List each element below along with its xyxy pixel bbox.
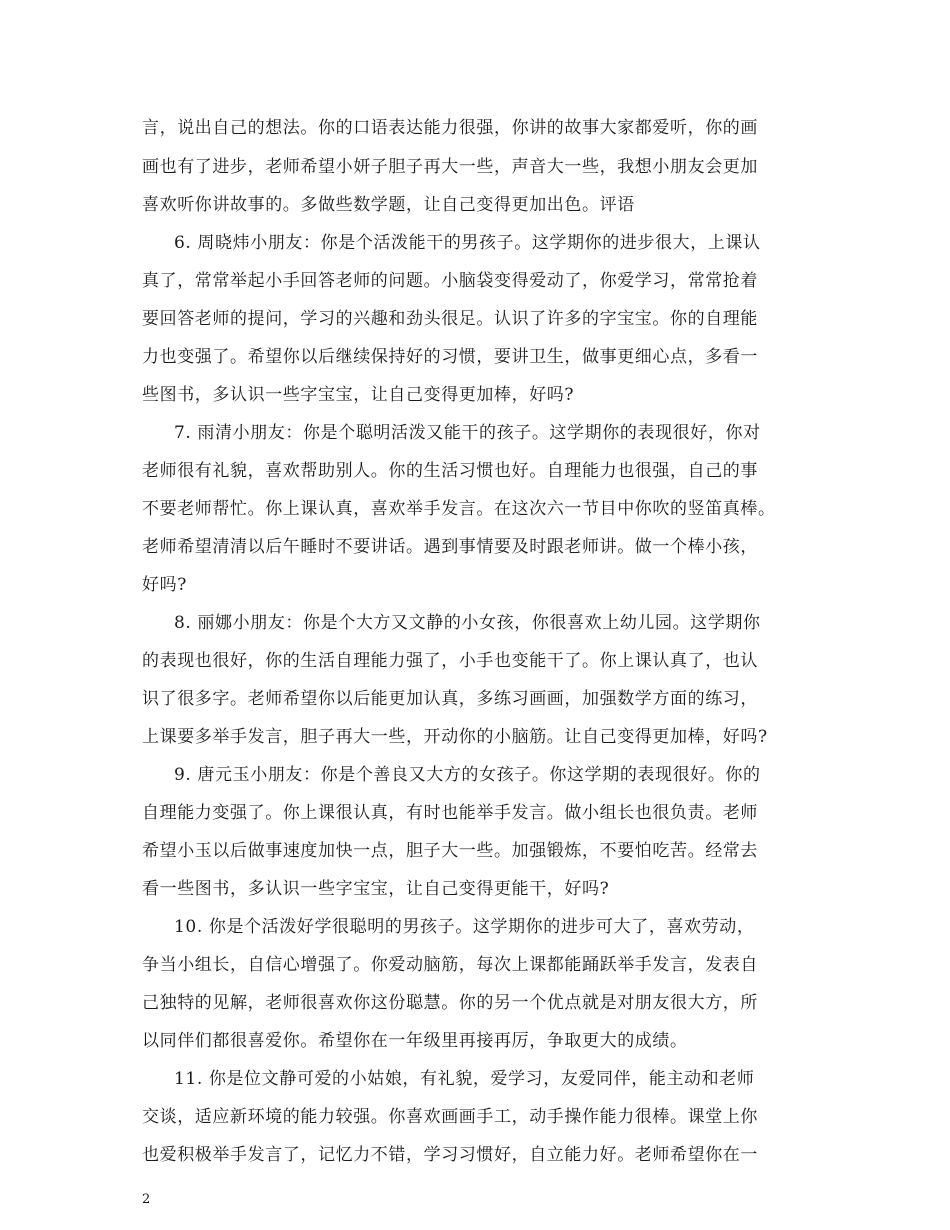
page-number: 2 bbox=[142, 1192, 151, 1207]
text-line: 老师很有礼貌，喜欢帮助别人。你的生活习惯也好。自理能力也很强，自己的事 bbox=[142, 461, 758, 481]
text-line: 画也有了进步，老师希望小妍子胆子再大一些，声音大一些，我想小朋友会更加 bbox=[142, 157, 758, 177]
text-line: 上课要多举手发言，胆子再大一些，开动你的小脑筋。让自己变得更加棒，好吗? bbox=[142, 727, 768, 747]
text-line: 也爱积极举手发言了，记忆力不错，学习习惯好，自立能力好。老师希望你在一 bbox=[142, 1145, 758, 1165]
paragraph-start-line: 10. 你是个活泼好学很聪明的男孩子。这学期你的进步可大了，喜欢劳动， bbox=[174, 917, 755, 937]
text-line: 老师希望清清以后午睡时不要讲话。遇到事情要及时跟老师讲。做一个棒小孩， bbox=[142, 537, 758, 557]
text-line: 自理能力变强了。你上课很认真，有时也能举手发言。做小组长也很负责。老师 bbox=[142, 803, 758, 823]
text-line: 以同伴们都很喜爱你。希望你在一年级里再接再厉，争取更大的成绩。 bbox=[142, 1031, 688, 1051]
paragraph-start-line: 6. 周晓炜小朋友：你是个活泼能干的男孩子。这学期你的进步很大，上课认 bbox=[174, 233, 761, 253]
text-line: 己独特的见解，老师很喜欢你这份聪慧。你的另一个优点就是对朋友很大方，所 bbox=[142, 993, 758, 1013]
text-line: 喜欢听你讲故事的。多做些数学题，让自己变得更加出色。评语 bbox=[142, 195, 635, 215]
text-line: 力也变强了。希望你以后继续保持好的习惯，要讲卫生，做事更细心点，多看一 bbox=[142, 347, 758, 367]
text-line: 言，说出自己的想法。你的口语表达能力很强，你讲的故事大家都爱听，你的画 bbox=[142, 118, 758, 138]
text-line: 好吗? bbox=[142, 575, 187, 595]
text-line: 希望小玉以后做事速度加快一点，胆子大一些。加强锻炼，不要怕吃苦。经常去 bbox=[142, 841, 758, 861]
paragraph-start-line: 8. 丽娜小朋友：你是个大方又文静的小女孩，你很喜欢上幼儿园。这学期你 bbox=[174, 613, 761, 633]
text-line: 争当小组长，自信心增强了。你爱动脑筋，每次上课都能踊跃举手发言，发表自 bbox=[142, 955, 758, 975]
text-line: 看一些图书，多认识一些字宝宝，让自己变得更能干，好吗? bbox=[142, 879, 610, 899]
text-line: 交谈，适应新环境的能力较强。你喜欢画画手工，动手操作能力很棒。课堂上你 bbox=[142, 1107, 758, 1127]
paragraph-start-line: 11. 你是位文静可爱的小姑娘，有礼貌，爱学习，友爱同伴，能主动和老师 bbox=[174, 1069, 755, 1089]
text-line: 不要老师帮忙。你上课认真，喜欢举手发言。在这次六一节目中你吹的竖笛真棒。 bbox=[142, 499, 776, 519]
text-line: 些图书，多认识一些字宝宝，让自己变得更加棒，好吗? bbox=[142, 385, 575, 405]
text-line: 真了，常常举起小手回答老师的问题。小脑袋变得爱动了，你爱学习，常常抢着 bbox=[142, 271, 758, 291]
text-line: 识了很多字。老师希望你以后能更加认真，多练习画画，加强数学方面的练习， bbox=[142, 689, 758, 709]
paragraph-start-line: 7. 雨清小朋友：你是个聪明活泼又能干的孩子。这学期你的表现很好，你对 bbox=[174, 423, 761, 443]
paragraph-start-line: 9. 唐元玉小朋友：你是个善良又大方的女孩子。你这学期的表现很好。你的 bbox=[174, 765, 761, 785]
text-line: 要回答老师的提问，学习的兴趣和劲头很足。认识了许多的字宝宝。你的自理能 bbox=[142, 309, 758, 329]
text-line: 的表现也很好，你的生活自理能力强了，小手也变能干了。你上课认真了，也认 bbox=[142, 651, 758, 671]
